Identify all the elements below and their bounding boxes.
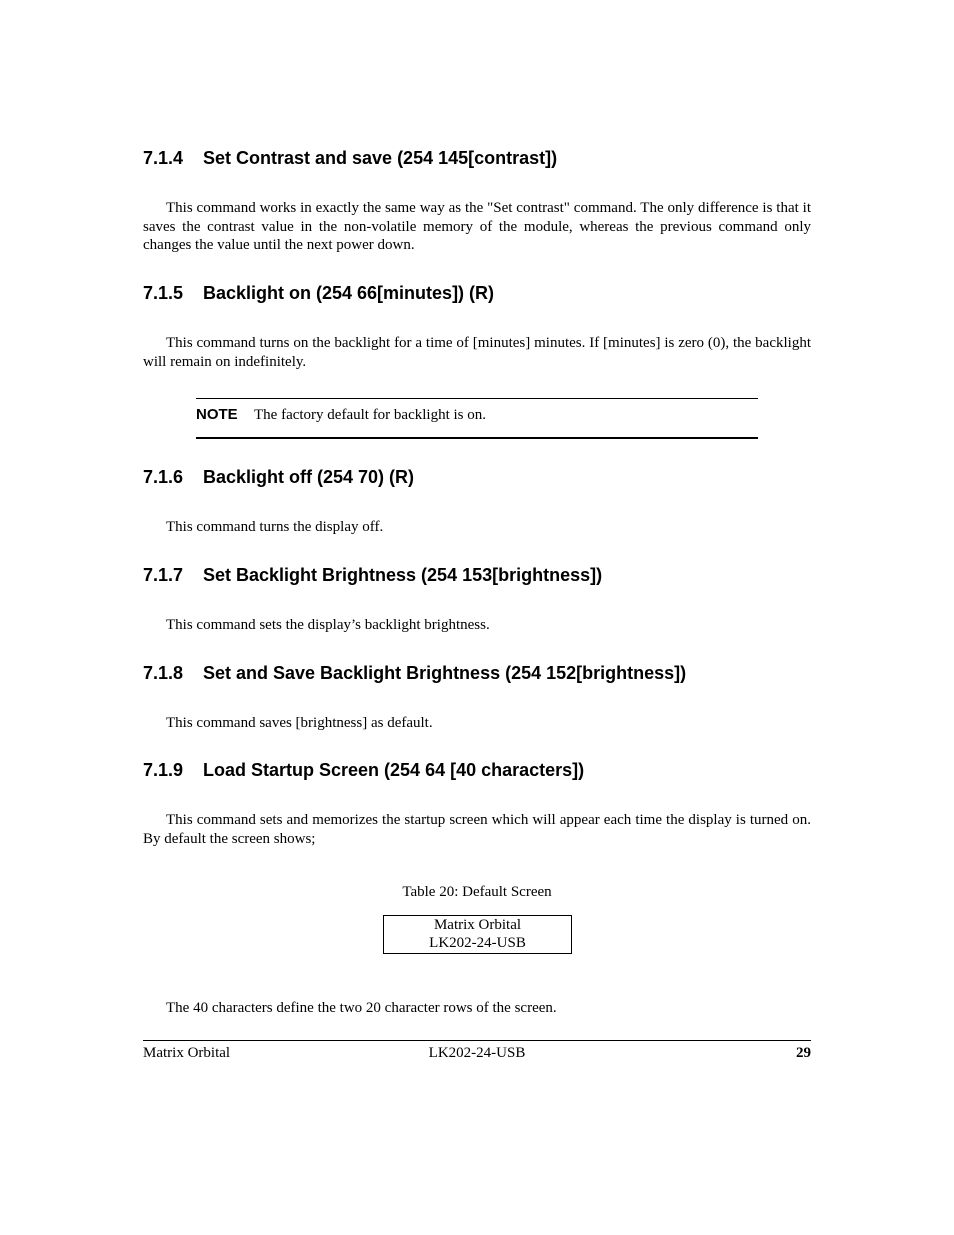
section-heading-7-1-4: 7.1.4 Set Contrast and save (254 145[contrast]) — [143, 148, 558, 168]
footer-company: Matrix Orbital — [143, 1045, 231, 1061]
table-caption: Table 20: Default Screen — [402, 884, 552, 900]
table-row: LK202-24-USB — [429, 935, 526, 951]
section-body-7-1-9: This command sets and memorizes the startup screen which will appear each time the display is turned on. By default the screen shows; — [143, 812, 811, 847]
section-heading-7-1-8: 7.1.8 Set and Save Backlight Brightness (254 152[brightness]) — [143, 663, 687, 683]
section-body-7-1-4: This command works in exactly the same way as the "Set contrast" command. The only difference is that it saves the contrast value in the non-volatile memory of the module, whereas the previous command only changes the value until the next power down. — [143, 200, 811, 253]
section-heading-7-1-5: 7.1.5 Backlight on (254 66[minutes]) (R) — [143, 283, 495, 303]
note-text: The factory default for backlight is on. — [254, 407, 487, 423]
footer-product: LK202-24-USB — [428, 1045, 526, 1061]
section-heading-7-1-6: 7.1.6 Backlight off (254 70) (R) — [143, 467, 415, 487]
section-body-7-1-5: This command turns on the backlight for a time of [minutes] minutes. If [minutes] is zero (0), the backlight will remain on indefinitely. — [143, 335, 811, 370]
closing-paragraph: The 40 characters define the two 20 character rows of the screen. — [166, 1000, 557, 1016]
section-body-7-1-8: This command saves [brightness] as default. — [166, 715, 433, 731]
page-number: 29 — [796, 1045, 811, 1061]
footer-rule — [143, 1040, 811, 1041]
section-heading-7-1-9: 7.1.9 Load Startup Screen (254 64 [40 characters]) — [143, 760, 585, 780]
section-body-7-1-7: This command sets the display’s backlight brightness. — [166, 617, 490, 633]
default-screen-table — [383, 915, 572, 954]
note-box — [196, 398, 758, 439]
table-row: Matrix Orbital — [433, 917, 522, 933]
note-label: NOTE — [196, 406, 238, 423]
section-heading-7-1-7: 7.1.7 Set Backlight Brightness (254 153[brightness]) — [143, 565, 603, 585]
section-body-7-1-6: This command turns the display off. — [166, 519, 384, 535]
